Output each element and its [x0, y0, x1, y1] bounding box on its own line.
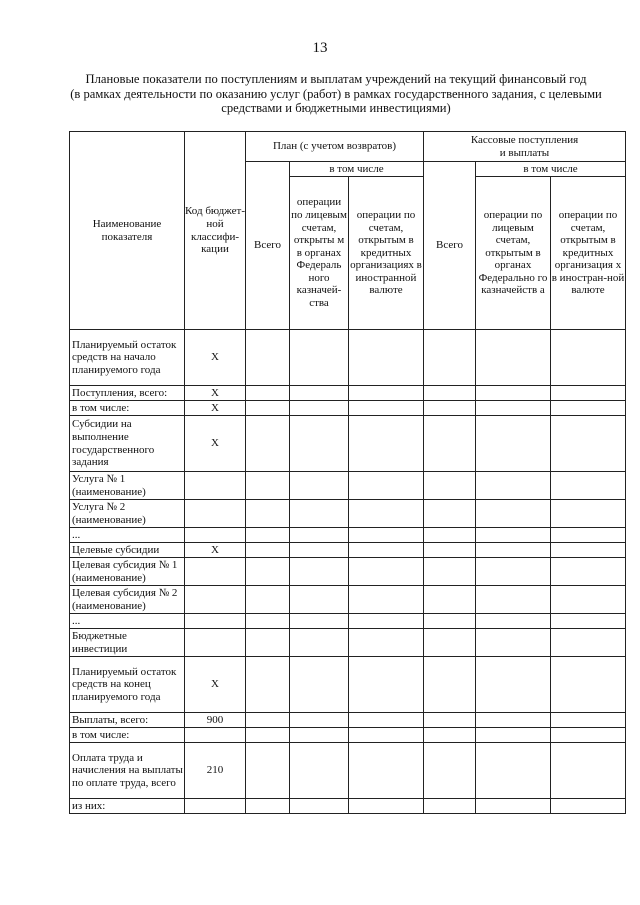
- empty-cell: [476, 743, 551, 799]
- row-code: [185, 472, 246, 500]
- table-row: [70, 713, 626, 728]
- empty-cell: [551, 558, 626, 586]
- empty-cell: [349, 500, 424, 528]
- row-code: [185, 799, 246, 814]
- empty-cell: [246, 614, 290, 629]
- empty-cell: [551, 743, 626, 799]
- table-row: [70, 401, 626, 416]
- table-row: [70, 799, 626, 814]
- empty-cell: [349, 629, 424, 657]
- empty-cell: [246, 799, 290, 814]
- row-name: Планируемый остаток средств на конец планируемого года: [70, 657, 185, 713]
- empty-cell: [246, 543, 290, 558]
- empty-cell: [551, 657, 626, 713]
- empty-cell: [246, 386, 290, 401]
- row-code: X: [185, 543, 246, 558]
- empty-cell: [349, 558, 424, 586]
- empty-cell: [246, 472, 290, 500]
- header-plan: План (с учетом возвратов): [246, 132, 424, 162]
- empty-cell: [476, 657, 551, 713]
- row-code: X: [185, 401, 246, 416]
- row-code: 900: [185, 713, 246, 728]
- empty-cell: [476, 614, 551, 629]
- empty-cell: [424, 614, 476, 629]
- empty-cell: [349, 743, 424, 799]
- empty-cell: [551, 401, 626, 416]
- table-row: [70, 528, 626, 543]
- empty-cell: [476, 500, 551, 528]
- row-code: [185, 728, 246, 743]
- empty-cell: [246, 629, 290, 657]
- empty-cell: [424, 728, 476, 743]
- empty-cell: [551, 629, 626, 657]
- empty-cell: [424, 330, 476, 386]
- empty-cell: [476, 586, 551, 614]
- empty-cell: [349, 713, 424, 728]
- empty-cell: [290, 330, 349, 386]
- empty-cell: [551, 472, 626, 500]
- row-code: X: [185, 386, 246, 401]
- header-name: Наименование показателя: [70, 132, 185, 330]
- empty-cell: [246, 500, 290, 528]
- empty-cell: [424, 558, 476, 586]
- row-name: Поступления, всего:: [70, 386, 185, 401]
- empty-cell: [424, 586, 476, 614]
- empty-cell: [290, 586, 349, 614]
- title-line: средствами и бюджетными инвестициями): [221, 101, 451, 116]
- row-code: X: [185, 330, 246, 386]
- empty-cell: [349, 416, 424, 472]
- empty-cell: [551, 614, 626, 629]
- empty-cell: [476, 386, 551, 401]
- empty-cell: [476, 558, 551, 586]
- header-kassa-line: и выплаты: [499, 146, 550, 159]
- empty-cell: [424, 472, 476, 500]
- title-line: Плановые показатели по поступлениям и выплатам учреждений на текущий финансовый год: [85, 72, 587, 86]
- header-in-that-plan: в том числе: [290, 162, 424, 177]
- header-kassa-fed: операции по лицевым счетам, открытым в органах Федерально го казначейств а: [476, 177, 551, 330]
- table-row: [70, 416, 626, 472]
- empty-cell: [424, 657, 476, 713]
- empty-cell: [290, 401, 349, 416]
- table-row: [70, 657, 626, 713]
- empty-cell: [246, 416, 290, 472]
- empty-cell: [349, 401, 424, 416]
- empty-cell: [476, 528, 551, 543]
- row-code: [185, 558, 246, 586]
- empty-cell: [246, 586, 290, 614]
- table-row: [70, 743, 626, 799]
- row-code: [185, 500, 246, 528]
- empty-cell: [290, 743, 349, 799]
- empty-cell: [551, 416, 626, 472]
- empty-cell: [349, 799, 424, 814]
- empty-cell: [476, 629, 551, 657]
- document-title: [60, 72, 612, 116]
- empty-cell: [349, 614, 424, 629]
- empty-cell: [246, 743, 290, 799]
- plan-indicators-table: [69, 131, 626, 814]
- row-code: [185, 586, 246, 614]
- row-name: ...: [70, 614, 185, 629]
- row-name: Субсидии на выполнение государственного задания: [70, 416, 185, 472]
- empty-cell: [551, 330, 626, 386]
- empty-cell: [290, 558, 349, 586]
- empty-cell: [424, 629, 476, 657]
- table-row: [70, 500, 626, 528]
- empty-cell: [551, 543, 626, 558]
- empty-cell: [424, 416, 476, 472]
- empty-cell: [290, 472, 349, 500]
- empty-cell: [349, 543, 424, 558]
- table-row: [70, 614, 626, 629]
- empty-cell: [246, 330, 290, 386]
- header-in-that-kassa: в том числе: [476, 162, 626, 177]
- empty-cell: [424, 386, 476, 401]
- table-row: [70, 558, 626, 586]
- empty-cell: [349, 528, 424, 543]
- row-code: [185, 629, 246, 657]
- row-name: в том числе:: [70, 728, 185, 743]
- header-plan-fed: операции по лицевым счетам, открыты м в органах Федераль ного казначей-ства: [290, 177, 349, 330]
- row-code: [185, 528, 246, 543]
- table-row: [70, 586, 626, 614]
- empty-cell: [476, 713, 551, 728]
- empty-cell: [476, 330, 551, 386]
- table-row: [70, 543, 626, 558]
- empty-cell: [424, 401, 476, 416]
- empty-cell: [476, 472, 551, 500]
- row-name: Целевая субсидия № 2 (наименование): [70, 586, 185, 614]
- row-name: Целевые субсидии: [70, 543, 185, 558]
- empty-cell: [290, 386, 349, 401]
- empty-cell: [290, 728, 349, 743]
- empty-cell: [551, 713, 626, 728]
- row-name: Выплаты, всего:: [70, 713, 185, 728]
- empty-cell: [349, 330, 424, 386]
- empty-cell: [290, 500, 349, 528]
- table-row: [70, 728, 626, 743]
- empty-cell: [476, 728, 551, 743]
- row-name: Планируемый остаток средств на начало планируемого года: [70, 330, 185, 386]
- empty-cell: [424, 799, 476, 814]
- row-code: X: [185, 416, 246, 472]
- empty-cell: [290, 713, 349, 728]
- empty-cell: [551, 528, 626, 543]
- empty-cell: [349, 472, 424, 500]
- table-row: [70, 472, 626, 500]
- empty-cell: [246, 401, 290, 416]
- empty-cell: [290, 799, 349, 814]
- row-code: 210: [185, 743, 246, 799]
- empty-cell: [246, 558, 290, 586]
- header-total-kassa: Всего: [424, 162, 476, 330]
- empty-cell: [476, 416, 551, 472]
- row-code: [185, 614, 246, 629]
- row-name: Бюджетные инвестиции: [70, 629, 185, 657]
- row-name: Услуга № 2 (наименование): [70, 500, 185, 528]
- empty-cell: [424, 743, 476, 799]
- header-kassa-line: Кассовые поступления: [470, 133, 579, 146]
- page-number: 13: [312, 40, 328, 56]
- empty-cell: [246, 728, 290, 743]
- empty-cell: [424, 713, 476, 728]
- row-name: Оплата труда и начисления на выплаты по оплате труда, всего: [70, 743, 185, 799]
- empty-cell: [246, 528, 290, 543]
- empty-cell: [551, 386, 626, 401]
- row-code: X: [185, 657, 246, 713]
- empty-cell: [290, 416, 349, 472]
- empty-cell: [290, 614, 349, 629]
- empty-cell: [424, 500, 476, 528]
- table-row: [70, 629, 626, 657]
- header-code: Код бюджет-ной классифи-кации: [185, 132, 246, 330]
- row-name: ...: [70, 528, 185, 543]
- empty-cell: [476, 799, 551, 814]
- empty-cell: [349, 586, 424, 614]
- empty-cell: [424, 543, 476, 558]
- empty-cell: [551, 500, 626, 528]
- row-name: Услуга № 1 (наименование): [70, 472, 185, 500]
- empty-cell: [349, 386, 424, 401]
- empty-cell: [476, 401, 551, 416]
- header-kassa-credit: операции по счетам, открытым в кредитных организация х в иностран-ной валюте: [551, 177, 626, 330]
- empty-cell: [551, 799, 626, 814]
- header-total-plan: Всего: [246, 162, 290, 330]
- row-name: в том числе:: [70, 401, 185, 416]
- empty-cell: [349, 728, 424, 743]
- table-row: [70, 330, 626, 386]
- row-name: Целевая субсидия № 1 (наименование): [70, 558, 185, 586]
- empty-cell: [349, 657, 424, 713]
- empty-cell: [290, 543, 349, 558]
- table-row: [70, 386, 626, 401]
- empty-cell: [424, 528, 476, 543]
- empty-cell: [246, 657, 290, 713]
- title-line: (в рамках деятельности по оказанию услуг (работ) в рамках государственного задания, с целевыми: [70, 86, 602, 101]
- row-name: из них:: [70, 799, 185, 814]
- empty-cell: [551, 586, 626, 614]
- empty-cell: [551, 728, 626, 743]
- empty-cell: [290, 528, 349, 543]
- empty-cell: [290, 629, 349, 657]
- empty-cell: [476, 543, 551, 558]
- empty-cell: [290, 657, 349, 713]
- header-plan-credit: операции по счетам, открытым в кредитных организациях в иностранной валюте: [349, 177, 424, 330]
- empty-cell: [246, 713, 290, 728]
- header-kassa: [424, 132, 626, 162]
